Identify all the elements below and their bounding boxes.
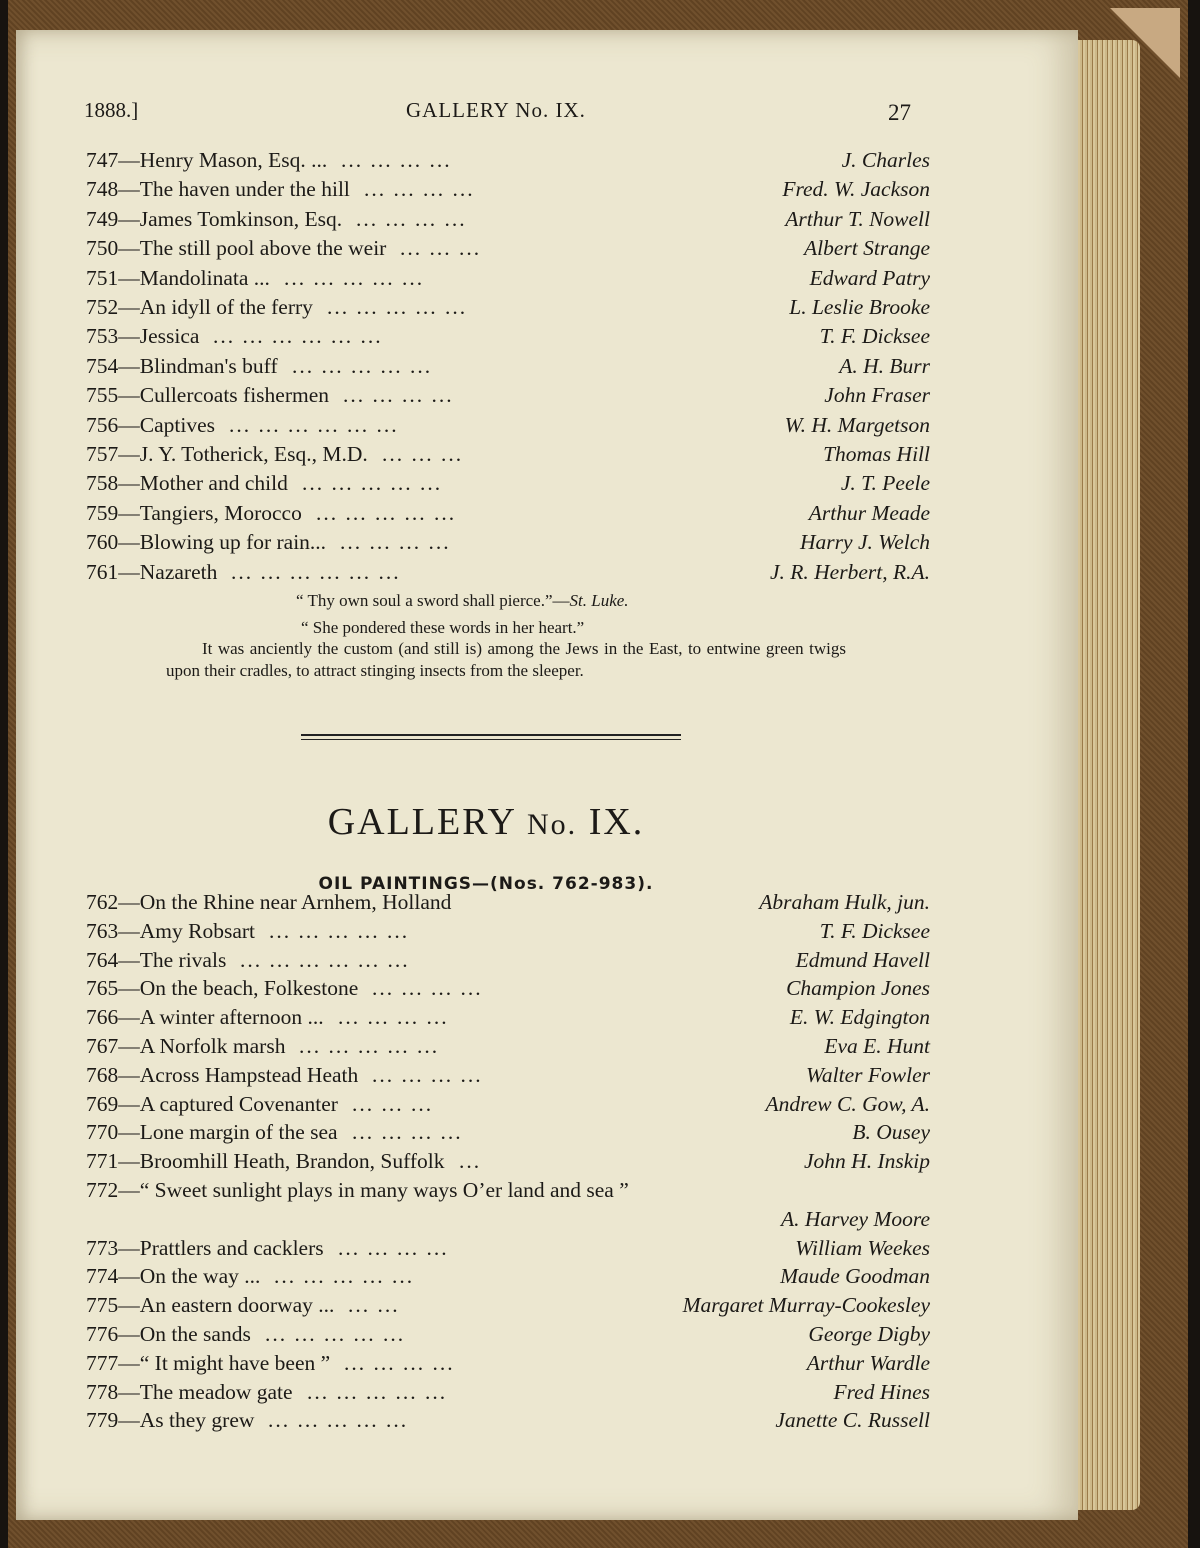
catalogue-entry	[86, 1293, 930, 1321]
catalogue-entry	[86, 530, 930, 558]
entry-leader-dots: ... ... ... ... ...	[265, 1322, 406, 1346]
catalogue-entry	[86, 1408, 930, 1436]
entry-number-title: 770—Lone margin of the sea	[86, 1120, 338, 1145]
entry-leader-dots: ... ... ... ...	[344, 1350, 455, 1375]
catalogue-entry	[86, 1380, 930, 1408]
header-page-number: 27	[888, 100, 911, 125]
catalogue-entry	[86, 324, 930, 352]
entry-number-title: 764—The rivals	[86, 947, 227, 972]
entry-artist: Margaret Murray-Cookesley	[682, 1293, 930, 1318]
catalogue-entry	[86, 148, 930, 176]
entry-leader-dots: ... ... ... ...	[338, 1235, 449, 1260]
entry-number-title: 765—On the beach, Folkestone	[86, 976, 359, 1001]
section-divider-thin	[301, 739, 681, 740]
catalogue-entry	[86, 1149, 930, 1177]
entry-number-title: 749—James Tomkinson, Esq.	[86, 206, 343, 231]
entry-number-title: 779—As they grew	[86, 1408, 255, 1433]
entry-artist: Eva E. Hunt	[824, 1034, 930, 1058]
entry-number-title: 760—Blowing up for rain...	[86, 530, 327, 555]
catalogue-entry	[86, 1264, 930, 1292]
entry-number-title: 768—Across Hampstead Heath	[86, 1062, 359, 1087]
entry-artist: Andrew C. Gow, A.	[765, 1091, 930, 1116]
entry-artist: B. Ousey	[852, 1120, 930, 1145]
entry-leader-dots: ... ... ... ...	[364, 177, 475, 202]
entry-leader-dots: ... ... ... ... ...	[269, 918, 410, 943]
entry-number-title: 763—Amy Robsart	[86, 918, 256, 943]
entry-artist: John H. Inskip	[804, 1149, 930, 1174]
entry-artist: Janette C. Russell	[775, 1408, 930, 1433]
entry-artist: Arthur Wardle	[806, 1350, 930, 1375]
entry-leader-dots: ... ... ...	[382, 442, 464, 466]
catalogue-entry	[86, 976, 930, 1004]
catalogue-entry	[86, 1005, 930, 1033]
entry-leader-dots: ... ... ... ...	[372, 976, 483, 1001]
entry-number-title: 758—Mother and child	[86, 471, 288, 496]
entry-number-title: 776—On the sands	[86, 1322, 251, 1346]
entry-leader-dots: ... ...	[348, 1293, 400, 1318]
entry-number-title: 759—Tangiers, Morocco	[86, 500, 302, 525]
entry-number-title: 751—Mandolinata ...	[86, 265, 270, 290]
entry-number-title: 774—On the way ...	[86, 1264, 261, 1289]
entry-leader-dots: ... ... ... ... ...	[327, 295, 468, 319]
entry-artist: George Digby	[808, 1322, 930, 1346]
entry-artist: William Weekes	[795, 1235, 930, 1260]
entry-leader-dots: ... ... ... ...	[352, 1120, 463, 1145]
entry-number-title: 769—A captured Covenanter	[86, 1091, 338, 1116]
entry-number-title: 766—A winter afternoon ...	[86, 1005, 324, 1030]
entry-leader-dots: ... ... ... ... ...	[316, 500, 457, 525]
entry-number-title: 757—J. Y. Totherick, Esq., M.D.	[86, 442, 368, 466]
entry-artist: Edward Patry	[809, 265, 930, 290]
entry-number-title: 775—An eastern doorway ...	[86, 1293, 335, 1318]
header-title: GALLERY No. IX.	[406, 98, 586, 122]
entry-number-title: 756—Captives	[86, 412, 215, 437]
entry-artist: Fred Hines	[833, 1379, 930, 1404]
gallery-no: No.	[527, 808, 578, 841]
entry-leader-dots: ... ... ... ... ... ...	[229, 412, 399, 437]
entry-number-title: 767—A Norfolk marsh	[86, 1034, 286, 1058]
catalogue-entry	[86, 471, 930, 499]
entry-artist: Arthur Meade	[808, 500, 930, 525]
entry-number-title: 761—Nazareth	[86, 559, 218, 584]
entry-number-title: 752—An idyll of the ferry	[86, 295, 313, 319]
section-divider	[301, 734, 681, 736]
quote-1-text: “ Thy own soul a sword shall pierce.”—	[296, 591, 570, 610]
entry-leader-dots: ... ... ... ... ...	[302, 471, 443, 496]
entry-number-title: 762—On the Rhine near Arnhem, Holland	[86, 890, 452, 914]
entry-artist: J. R. Herbert, R.A.	[769, 559, 930, 584]
entry-leader-dots: ...	[459, 1149, 482, 1174]
entry-number-title: 777—“ It might have been ”	[86, 1350, 331, 1375]
catalogue-entry	[86, 890, 930, 918]
gallery-title	[16, 800, 956, 844]
entry-artist: A. H. Burr	[839, 353, 930, 378]
quote-1-source: St. Luke.	[569, 591, 629, 610]
entry-leader-dots: ... ... ... ... ...	[292, 353, 433, 378]
gallery-numeral: IX.	[588, 801, 645, 843]
catalogue-entry	[86, 295, 930, 323]
entry-artist: T. F. Dicksee	[819, 918, 930, 943]
entry-leader-dots: ... ... ... ...	[356, 206, 467, 231]
catalogue-entry	[86, 236, 930, 264]
entry-leader-dots: ... ... ... ... ...	[299, 1034, 440, 1058]
entry-artist: Arthur T. Nowell	[785, 206, 930, 231]
catalogue-entry	[86, 1322, 930, 1350]
catalogue-entry	[86, 413, 930, 441]
catalogue-entry	[86, 383, 930, 411]
book-page	[16, 30, 1078, 1520]
catalogue-entry	[86, 1092, 930, 1120]
entry-leader-dots: ... ... ...	[400, 236, 482, 261]
entry-artist: J. T. Peele	[840, 471, 930, 496]
quote-1	[296, 591, 629, 611]
entry-number-title: 778—The meadow gate	[86, 1379, 293, 1404]
entry-artist: Edmund Havell	[795, 947, 930, 972]
entry-number-title: 772—“ Sweet sunlight plays in many ways O’er land and sea ”	[86, 1178, 629, 1202]
entry-artist: A. Harvey Moore	[780, 1206, 930, 1231]
catalogue-entry	[86, 1351, 930, 1379]
catalogue-entry	[86, 1207, 930, 1235]
entry-number-title: 771—Broomhill Heath, Brandon, Suffolk	[86, 1149, 445, 1174]
entry-artist: J. Charles	[841, 148, 930, 172]
entry-leader-dots: ... ... ... ... ...	[268, 1408, 409, 1433]
catalogue-entry	[86, 1178, 930, 1206]
entry-artist: Abraham Hulk, jun.	[759, 890, 930, 914]
catalogue-entry	[86, 919, 930, 947]
entry-artist: Fred. W. Jackson	[782, 177, 930, 202]
catalogue-entry	[86, 1236, 930, 1264]
catalogue-entry	[86, 207, 930, 235]
gallery-word: GALLERY	[327, 801, 516, 843]
entry-leader-dots: ... ... ... ...	[341, 148, 452, 172]
entry-number-title: 773—Prattlers and cacklers	[86, 1235, 324, 1260]
entry-leader-dots: ... ... ... ... ...	[307, 1379, 448, 1404]
entry-artist: E. W. Edgington	[789, 1005, 930, 1030]
entry-artist: L. Leslie Brooke	[789, 295, 930, 319]
catalogue-entry	[86, 1063, 930, 1091]
entry-artist: Walter Fowler	[805, 1062, 930, 1087]
entry-artist: W. H. Margetson	[784, 412, 930, 437]
catalogue-entry	[86, 354, 930, 382]
entry-leader-dots: ... ... ... ... ...	[274, 1264, 415, 1289]
entry-artist: Champion Jones	[786, 976, 930, 1001]
catalogue-entry	[86, 560, 930, 588]
entry-artist: Maude Goodman	[780, 1264, 930, 1289]
entry-leader-dots: ... ... ... ... ... ...	[231, 559, 401, 584]
catalogue-entry	[86, 1034, 930, 1062]
catalogue-entry	[86, 501, 930, 529]
entry-leader-dots: ... ... ... ... ...	[284, 265, 425, 290]
entry-leader-dots: ... ... ... ...	[338, 1005, 449, 1030]
catalogue-entry	[86, 442, 930, 470]
entry-leader-dots: ... ... ... ...	[372, 1062, 483, 1087]
entry-artist: John Fraser	[824, 383, 930, 408]
entry-number-title: 747—Henry Mason, Esq. ...	[86, 148, 328, 172]
entry-artist: Albert Strange	[804, 236, 930, 261]
entry-number-title: 750—The still pool above the weir	[86, 236, 387, 261]
entry-number-title: 748—The haven under the hill	[86, 177, 350, 202]
entry-number-title: 754—Blindman's buff	[86, 353, 278, 378]
entry-number-title: 753—Jessica	[86, 324, 200, 349]
entry-number-title: 755—Cullercoats fishermen	[86, 383, 330, 408]
catalogue-entry	[86, 266, 930, 294]
entry-leader-dots: ... ... ... ... ... ...	[213, 324, 383, 349]
catalogue-entry	[86, 177, 930, 205]
entry-artist: T. F. Dicksee	[819, 324, 930, 349]
entry-leader-dots: ... ... ... ...	[340, 530, 451, 555]
entry-leader-dots: ... ... ... ... ... ...	[240, 947, 410, 972]
entry-leader-dots: ... ... ...	[352, 1091, 434, 1116]
catalogue-entry	[86, 948, 930, 976]
header-year: 1888.]	[84, 98, 139, 122]
oil-paintings-title: OIL PAINTINGS—(Nos. 762-983).	[318, 874, 654, 894]
entry-artist: Thomas Hill	[823, 442, 930, 466]
catalogue-entry	[86, 1120, 930, 1148]
cradle-note: It was anciently the custom (and still is) among the Jews in the East, to entwine green twigs upon their cradles, to attract stinging insects from the sleeper.	[166, 639, 846, 680]
quote-2: “ She pondered these words in her heart.”	[301, 618, 585, 637]
entry-artist: Harry J. Welch	[800, 530, 930, 555]
entry-leader-dots: ... ... ... ...	[343, 383, 454, 408]
